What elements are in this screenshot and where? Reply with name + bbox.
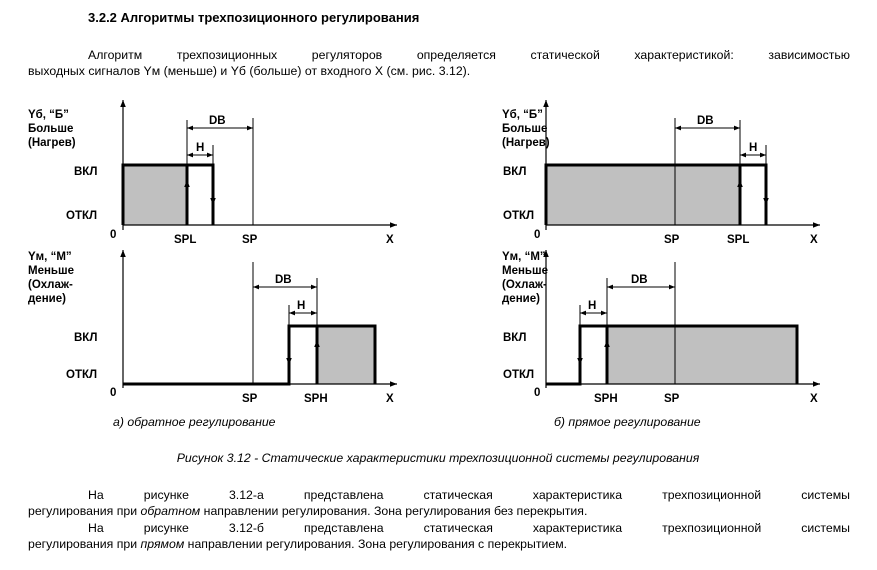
body-p1-emphasis: обратном xyxy=(140,504,201,518)
x-label: X xyxy=(386,234,394,246)
origin-label: 0 xyxy=(110,229,117,241)
y-label-line-2: Больше xyxy=(28,123,74,135)
panel-b xyxy=(502,100,820,429)
on-label: ВКЛ xyxy=(74,332,98,344)
y-label-line-3: (Нагрев) xyxy=(28,137,76,149)
panel-b-lower-chart xyxy=(502,250,820,405)
panel-a-upper-chart xyxy=(28,100,397,246)
spl-label: SPL xyxy=(174,234,197,246)
panel-b-upper-chart xyxy=(502,100,820,246)
panel-a-lower-chart xyxy=(28,250,397,405)
y-label-line-3: (Охлаж- xyxy=(28,279,73,291)
y-label-line-2: Меньше xyxy=(502,265,548,277)
y-label-line-1: Yм, “М” xyxy=(502,251,546,263)
h-label: H xyxy=(588,300,597,312)
origin-label: 0 xyxy=(534,387,541,399)
shaded-zone xyxy=(123,165,187,225)
body-p1-text: направлении регулирования. Зона регулирования без перекрытия. xyxy=(200,504,588,518)
caption-b: б) прямое регулирование xyxy=(554,415,701,429)
body-paragraph-1 xyxy=(28,487,850,519)
shaded-zone xyxy=(607,326,797,384)
x-label: X xyxy=(386,393,394,405)
db-label: DB xyxy=(275,274,292,286)
h-label: H xyxy=(297,300,306,312)
sph-label: SPH xyxy=(594,393,618,405)
y-label-line-2: Меньше xyxy=(28,265,74,277)
y-label-line-4: дение) xyxy=(28,293,66,305)
y-label-line-1: Yм, “М” xyxy=(28,251,72,263)
caption-a: а) обратное регулирование xyxy=(113,415,276,429)
body-p1-text: регулирования при xyxy=(28,504,141,518)
off-label: ОТКЛ xyxy=(503,210,535,222)
body-p2-text: направлении регулирования. Зона регулирования с перекрытием. xyxy=(184,537,568,551)
sp-label: SP xyxy=(664,393,680,405)
h-label: H xyxy=(749,142,758,154)
off-label: ОТКЛ xyxy=(66,210,98,222)
origin-label: 0 xyxy=(110,387,117,399)
db-label: DB xyxy=(697,115,714,127)
db-label: DB xyxy=(209,115,226,127)
shaded-zone xyxy=(546,165,740,225)
off-label: ОТКЛ xyxy=(503,369,535,381)
figure-caption: Рисунок 3.12 - Статические характеристики трехпозиционной системы регулирования xyxy=(176,451,700,465)
sp-label: SP xyxy=(664,234,680,246)
db-label: DB xyxy=(631,274,648,286)
y-label-line-4: дение) xyxy=(502,293,540,305)
panel-a xyxy=(28,100,397,429)
sp-label: SP xyxy=(242,393,258,405)
y-label-line-1: Yб, “Б” xyxy=(502,109,543,121)
body-p1-line-1: На рисунке 3.12-а представлена статическая характеристика трехпозиционной системы xyxy=(88,488,850,502)
off-label: ОТКЛ xyxy=(66,369,98,381)
sph-label: SPH xyxy=(304,393,328,405)
y-label-line-3: (Нагрев) xyxy=(502,137,550,149)
body-p2-emphasis: прямом xyxy=(140,537,185,551)
origin-label: 0 xyxy=(534,229,541,241)
on-label: ВКЛ xyxy=(503,166,527,178)
intro-line-2: выходных сигналов Yм (меньше) и Yб (больше) от входного Х (см. рис. 3.12). xyxy=(28,64,471,78)
shaded-zone xyxy=(317,326,375,384)
y-label-line-1: Yб, “Б” xyxy=(28,109,69,121)
body-paragraph-2 xyxy=(28,520,850,552)
section-heading: 3.2.2 Алгоритмы трехпозиционного регулирования xyxy=(88,10,420,25)
sp-label: SP xyxy=(242,234,258,246)
x-label: X xyxy=(810,234,818,246)
body-p2-line-2 xyxy=(28,536,850,552)
y-label-line-2: Больше xyxy=(502,123,548,135)
x-label: X xyxy=(810,393,818,405)
on-label: ВКЛ xyxy=(74,166,98,178)
h-label: H xyxy=(196,142,205,154)
body-p1-line-2 xyxy=(28,503,850,519)
on-label: ВКЛ xyxy=(503,332,527,344)
body-p2-line-1: На рисунке 3.12-б представлена статическая характеристика трехпозиционной системы xyxy=(88,521,850,535)
y-label-line-3: (Охлаж- xyxy=(502,279,547,291)
body-p2-text: регулирования при xyxy=(28,537,141,551)
intro-line-1: Алгоритм трехпозиционных регуляторов определяется статической характеристикой: зависимостью xyxy=(88,48,850,62)
spl-label: SPL xyxy=(727,234,750,246)
